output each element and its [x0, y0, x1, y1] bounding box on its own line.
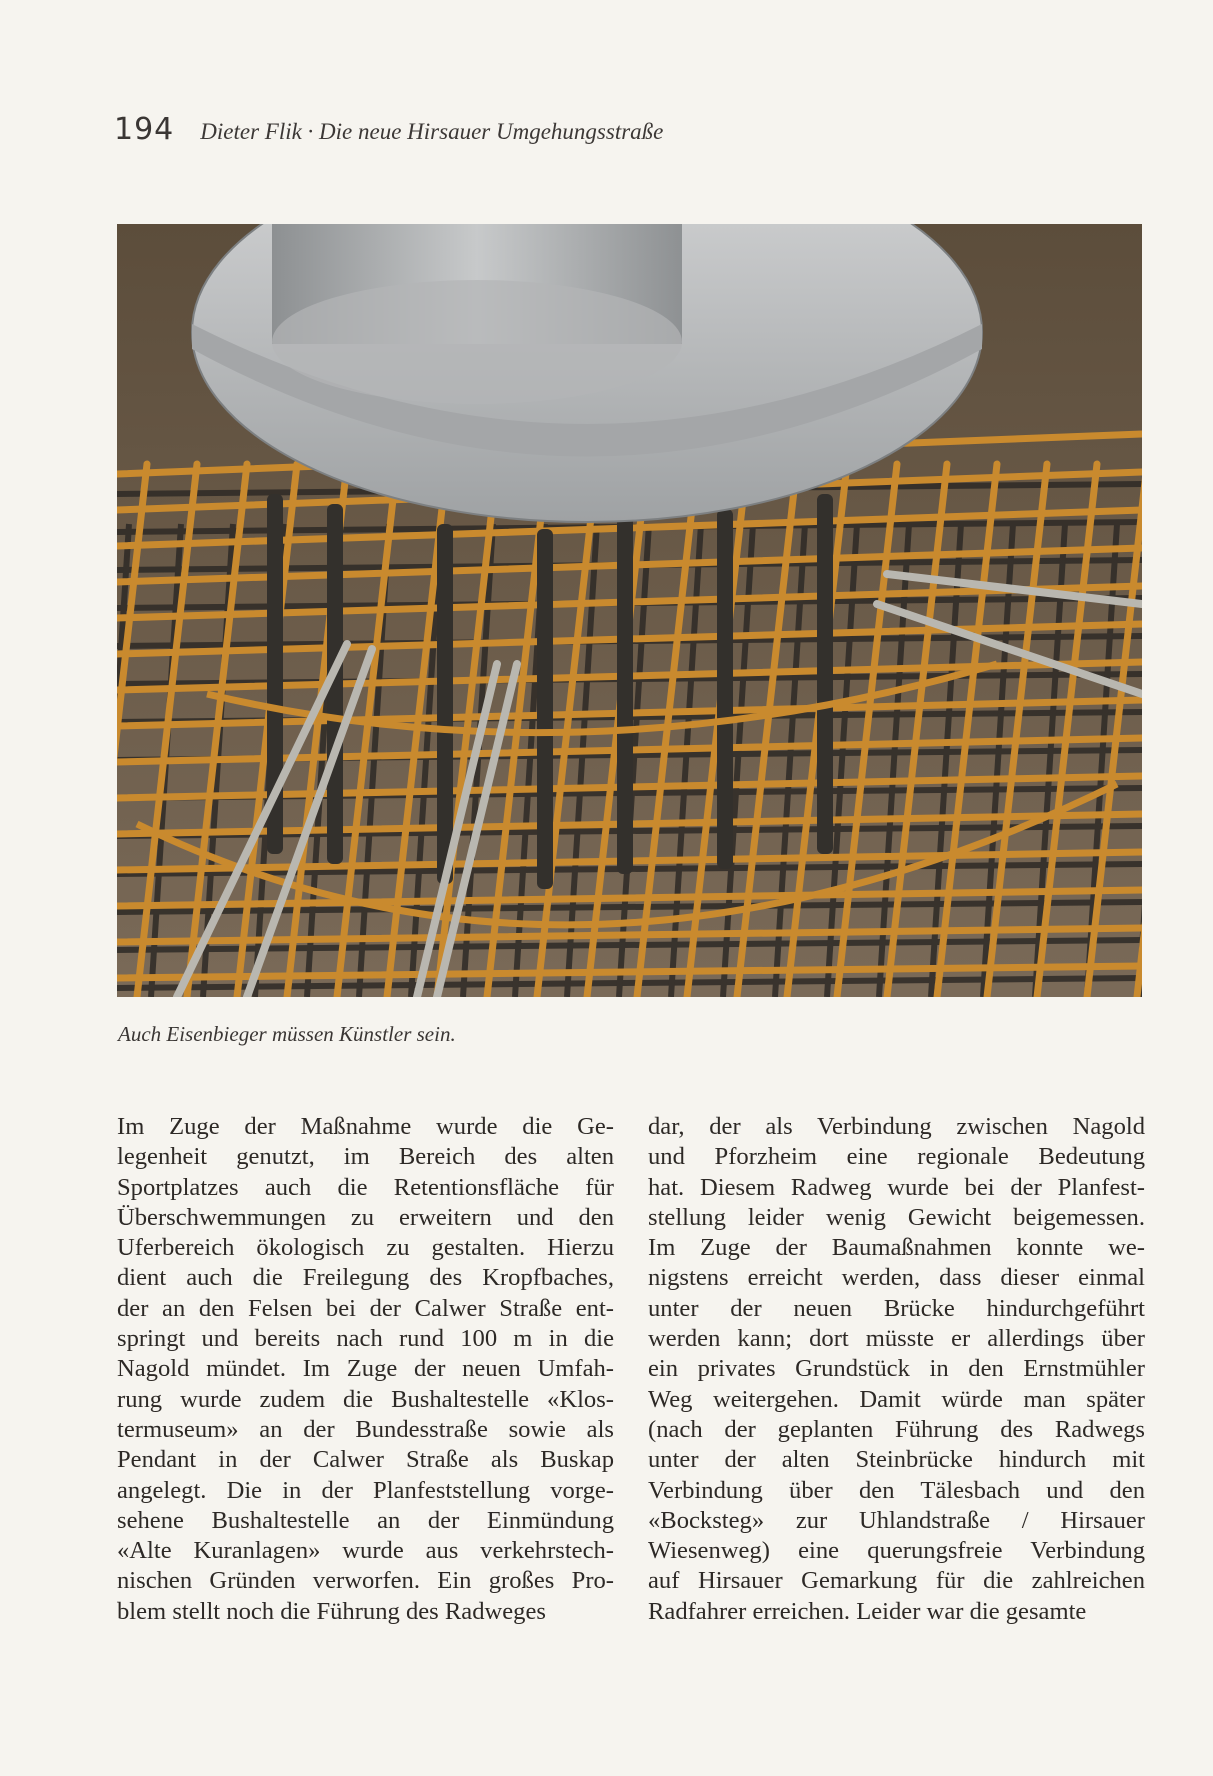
text-line: termuseum» an der Bundesstraße sowie als	[117, 1415, 614, 1443]
page-number: 194	[114, 112, 175, 147]
text-line: werden kann; dort müsste er allerdings über	[648, 1325, 1145, 1353]
text-line: sehene Bushaltestelle an der Einmündung	[117, 1506, 614, 1534]
text-line: blem stellt noch die Führung des Radweges	[117, 1597, 546, 1625]
text-line: und Pforzheim eine regionale Bedeutung	[648, 1143, 1145, 1171]
text-line: Im Zuge der Maßnahme wurde die Ge-	[117, 1113, 614, 1140]
text-line: «Bocksteg» zur Uhlandstraße / Hirsauer	[648, 1506, 1145, 1534]
text-line: ein privates Grundstück in den Ernstmühler	[648, 1355, 1145, 1383]
text-line: dient auch die Freilegung des Kropfbaches,	[117, 1264, 614, 1292]
text-line: Wiesenweg) eine querungsfreie Verbindung	[648, 1537, 1145, 1565]
figure-caption: Auch Eisenbieger müssen Künstler sein.	[118, 1022, 456, 1046]
text-line: hat. Diesem Radweg wurde bei der Planfest-	[648, 1173, 1145, 1201]
text-line: Nagold mündet. Im Zuge der neuen Umfah-	[117, 1355, 614, 1383]
text-line: auf Hirsauer Gemarkung für die zahlreichen	[648, 1567, 1145, 1595]
text-line: Verbindung über den Tälesbach und den	[648, 1476, 1145, 1504]
text-line: nigstens erreicht werden, dass dieser einmal	[648, 1264, 1145, 1292]
rebar-photo	[117, 224, 1142, 997]
text-line: angelegt. Die in der Planfeststellung vorge-	[117, 1476, 614, 1504]
page-header	[114, 112, 663, 147]
text-line: Weg weitergehen. Damit würde man später	[648, 1385, 1145, 1413]
running-title: Dieter Flik · Die neue Hirsauer Umgehungsstraße	[200, 119, 664, 144]
text-line: Pendant in der Calwer Straße als Buskap	[117, 1446, 614, 1474]
text-line: Radfahrer erreichen. Leider war die gesamte	[648, 1597, 1087, 1625]
rebar-photo-icon	[117, 224, 1142, 997]
text-line: dar, der als Verbindung zwischen Nagold	[648, 1113, 1145, 1140]
text-line: stellung leider wenig Gewicht beigemessen.	[648, 1203, 1145, 1231]
body-column-right	[648, 1112, 1145, 1627]
text-line: «Alte Kuranlagen» wurde aus verkehrstech-	[117, 1537, 614, 1565]
text-line: rung wurde zudem die Bushaltestelle «Klos-	[117, 1385, 614, 1413]
text-line: Im Zuge der Baumaßnahmen konnte we-	[648, 1234, 1145, 1262]
text-line: Sportplatzes auch die Retentionsfläche für	[117, 1173, 614, 1201]
text-line: nischen Gründen verworfen. Ein großes Pro-	[117, 1567, 614, 1595]
text-line: unter der neuen Brücke hindurchgeführt	[648, 1294, 1145, 1322]
text-line: unter der alten Steinbrücke hindurch mit	[648, 1446, 1145, 1474]
text-line: (nach der geplanten Führung des Radwegs	[648, 1415, 1145, 1443]
text-line: Überschwemmungen zu erweitern und den	[117, 1203, 614, 1231]
text-line: springt und bereits nach rund 100 m in die	[117, 1325, 614, 1353]
text-line: der an den Felsen bei der Calwer Straße ent-	[117, 1294, 614, 1322]
text-line: Uferbereich ökologisch zu gestalten. Hierzu	[117, 1234, 614, 1262]
body-column-left	[117, 1112, 614, 1627]
text-line: legenheit genutzt, im Bereich des alten	[117, 1143, 614, 1171]
